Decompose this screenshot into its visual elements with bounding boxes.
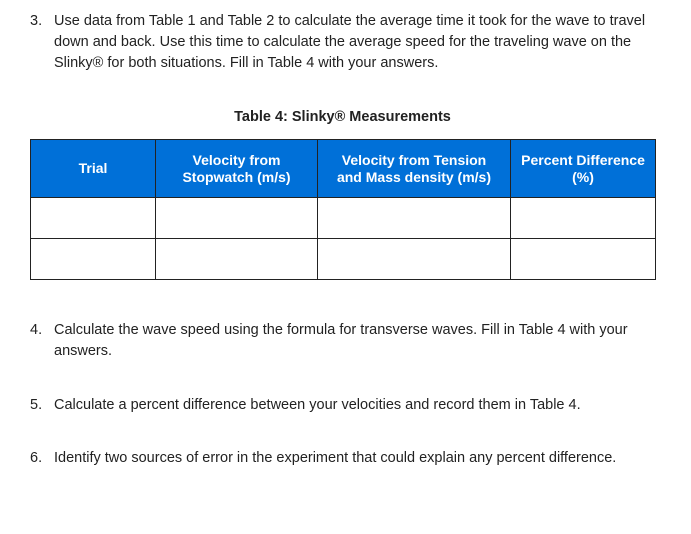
header-label-line1: Percent Difference (521, 151, 645, 168)
instruction-text: Identify two sources of error in the experiment that could explain any percent difference. (54, 450, 617, 466)
instruction-text: Calculate the wave speed using the formula for transverse waves. Fill in Table 4 with your answers. (54, 322, 628, 359)
table-row (31, 198, 656, 239)
table-caption: Table 4: Slinky® Measurements (234, 109, 451, 125)
header-percent-difference (511, 140, 656, 198)
instruction-number: 6. (30, 450, 43, 466)
header-label-line1: Velocity from Tension (341, 151, 487, 168)
table-cell[interactable] (31, 239, 156, 280)
table-cell[interactable] (156, 239, 318, 280)
instruction-text: Calculate a percent difference between your velocities and record them in Table 4. (54, 397, 581, 413)
table-cell[interactable] (318, 198, 511, 239)
header-label-line2: Stopwatch (m/s) (182, 168, 291, 185)
slinky-measurements-table (30, 139, 656, 280)
instruction-number: 5. (30, 397, 43, 413)
header-velocity-tension (318, 140, 511, 198)
header-label-line2: (%) (572, 168, 594, 185)
table-row (31, 239, 656, 280)
table-cell[interactable] (156, 198, 318, 239)
header-label-line1: Velocity from (192, 151, 281, 168)
instruction-number: 4. (30, 322, 43, 338)
instruction-number: 3. (30, 13, 43, 29)
header-label: Trial (78, 160, 108, 176)
header-velocity-stopwatch (156, 140, 318, 198)
header-trial (31, 140, 156, 198)
table-cell[interactable] (31, 198, 156, 239)
table-cell[interactable] (511, 239, 656, 280)
table-cell[interactable] (318, 239, 511, 280)
table-cell[interactable] (511, 198, 656, 239)
table-header-row (31, 140, 656, 198)
instruction-text: Use data from Table 1 and Table 2 to calculate the average time it took for the wave to travel down and back. Use this time to calculate the average speed for the traveling wave on the Slinky® for both situations. Fill in Table 4 with your answers. (54, 13, 646, 71)
header-label-line2: and Mass density (m/s) (336, 168, 492, 185)
